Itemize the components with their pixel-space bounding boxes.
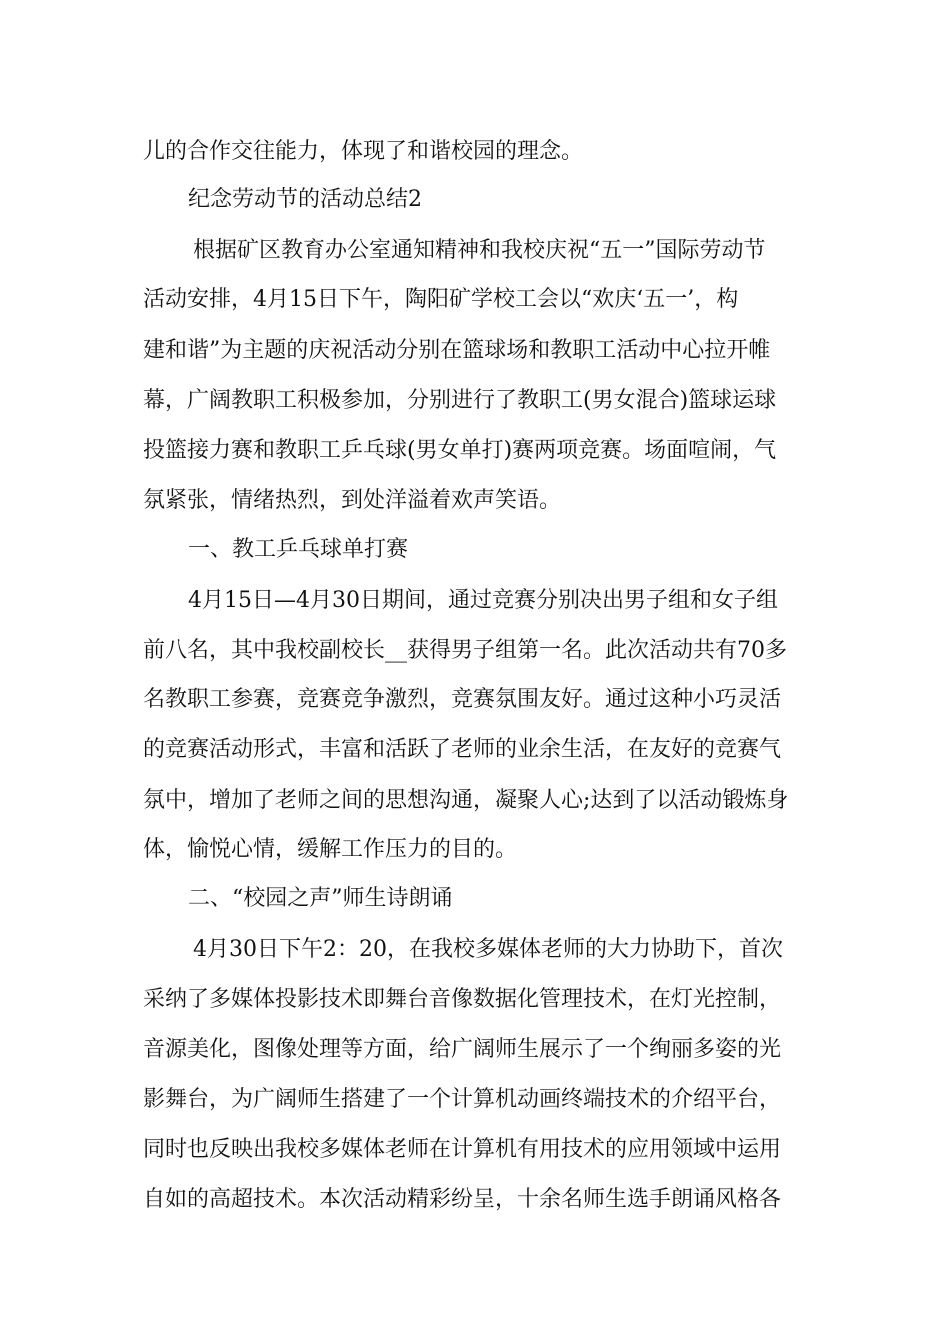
paragraph-line: 前八名，其中我校副校长__获得男子组第一名。此次活动共有70多 xyxy=(143,638,787,663)
paragraph-line: 根据矿区教育办公室通知精神和我校庆祝“五一”国际劳动节 xyxy=(193,238,766,263)
paragraph-line: 氛中，增加了老师之间的思想沟通，凝聚人心;达到了以活动锻炼身 xyxy=(143,788,789,813)
paragraph-line: 名教职工参赛，竞赛竞争激烈，竞赛氛围友好。通过这种小巧灵活 xyxy=(143,687,782,712)
paragraph-line: 体，愉悦心情，缓解工作压力的目的。 xyxy=(143,837,518,862)
section-heading: 一、教工乒乓球单打赛 xyxy=(188,537,409,562)
paragraph-line: 4月15日—4月30日期间，通过竞赛分别决出男子组和女子组 xyxy=(188,588,778,613)
paragraph-line: 建和谐”为主题的庆祝活动分别在篮球场和教职工活动中心拉开帷 xyxy=(143,338,771,363)
paragraph-line: 4月30日下午2：20，在我校多媒体老师的大力协助下，首次 xyxy=(193,937,783,962)
paragraph-line: 自如的高超技术。本次活动精彩纷呈，十余名师生选手朗诵风格各 xyxy=(143,1187,782,1212)
paragraph-line: 儿的合作交往能力，体现了和谐校园的理念。 xyxy=(143,139,584,164)
paragraph-line: 影舞台，为广阔师生搭建了一个计算机动画终端技术的介绍平台， xyxy=(143,1087,782,1112)
paragraph-line: 活动安排，4月15日下午，陶阳矿学校工会以“欢庆‘五一’，构 xyxy=(143,287,739,312)
paragraph-line: 氛紧张，情绪热烈，到处洋溢着欢声笑语。 xyxy=(143,488,562,513)
section-heading: 纪念劳动节的活动总结2 xyxy=(188,187,422,212)
paragraph-line: 采纳了多媒体投影技术即舞台音像数据化管理技术，在灯光控制， xyxy=(143,987,782,1012)
section-heading: 二、“校园之声”师生诗朗诵 xyxy=(188,886,453,911)
paragraph-line: 同时也反映出我校多媒体老师在计算机有用技术的应用领域中运用 xyxy=(143,1137,782,1162)
paragraph-line: 幕，广阔教职工积极参加，分别进行了教职工(男女混合)篮球运球 xyxy=(143,388,777,413)
paragraph-line: 的竞赛活动形式，丰富和活跃了老师的业余生活，在友好的竞赛气 xyxy=(143,737,782,762)
paragraph-line: 投篮接力赛和教职工乒乓球(男女单打)赛两项竞赛。场面喧闹，气 xyxy=(143,438,777,463)
paragraph-line: 音源美化，图像处理等方面，给广阔师生展示了一个绚丽多姿的光 xyxy=(143,1037,782,1062)
